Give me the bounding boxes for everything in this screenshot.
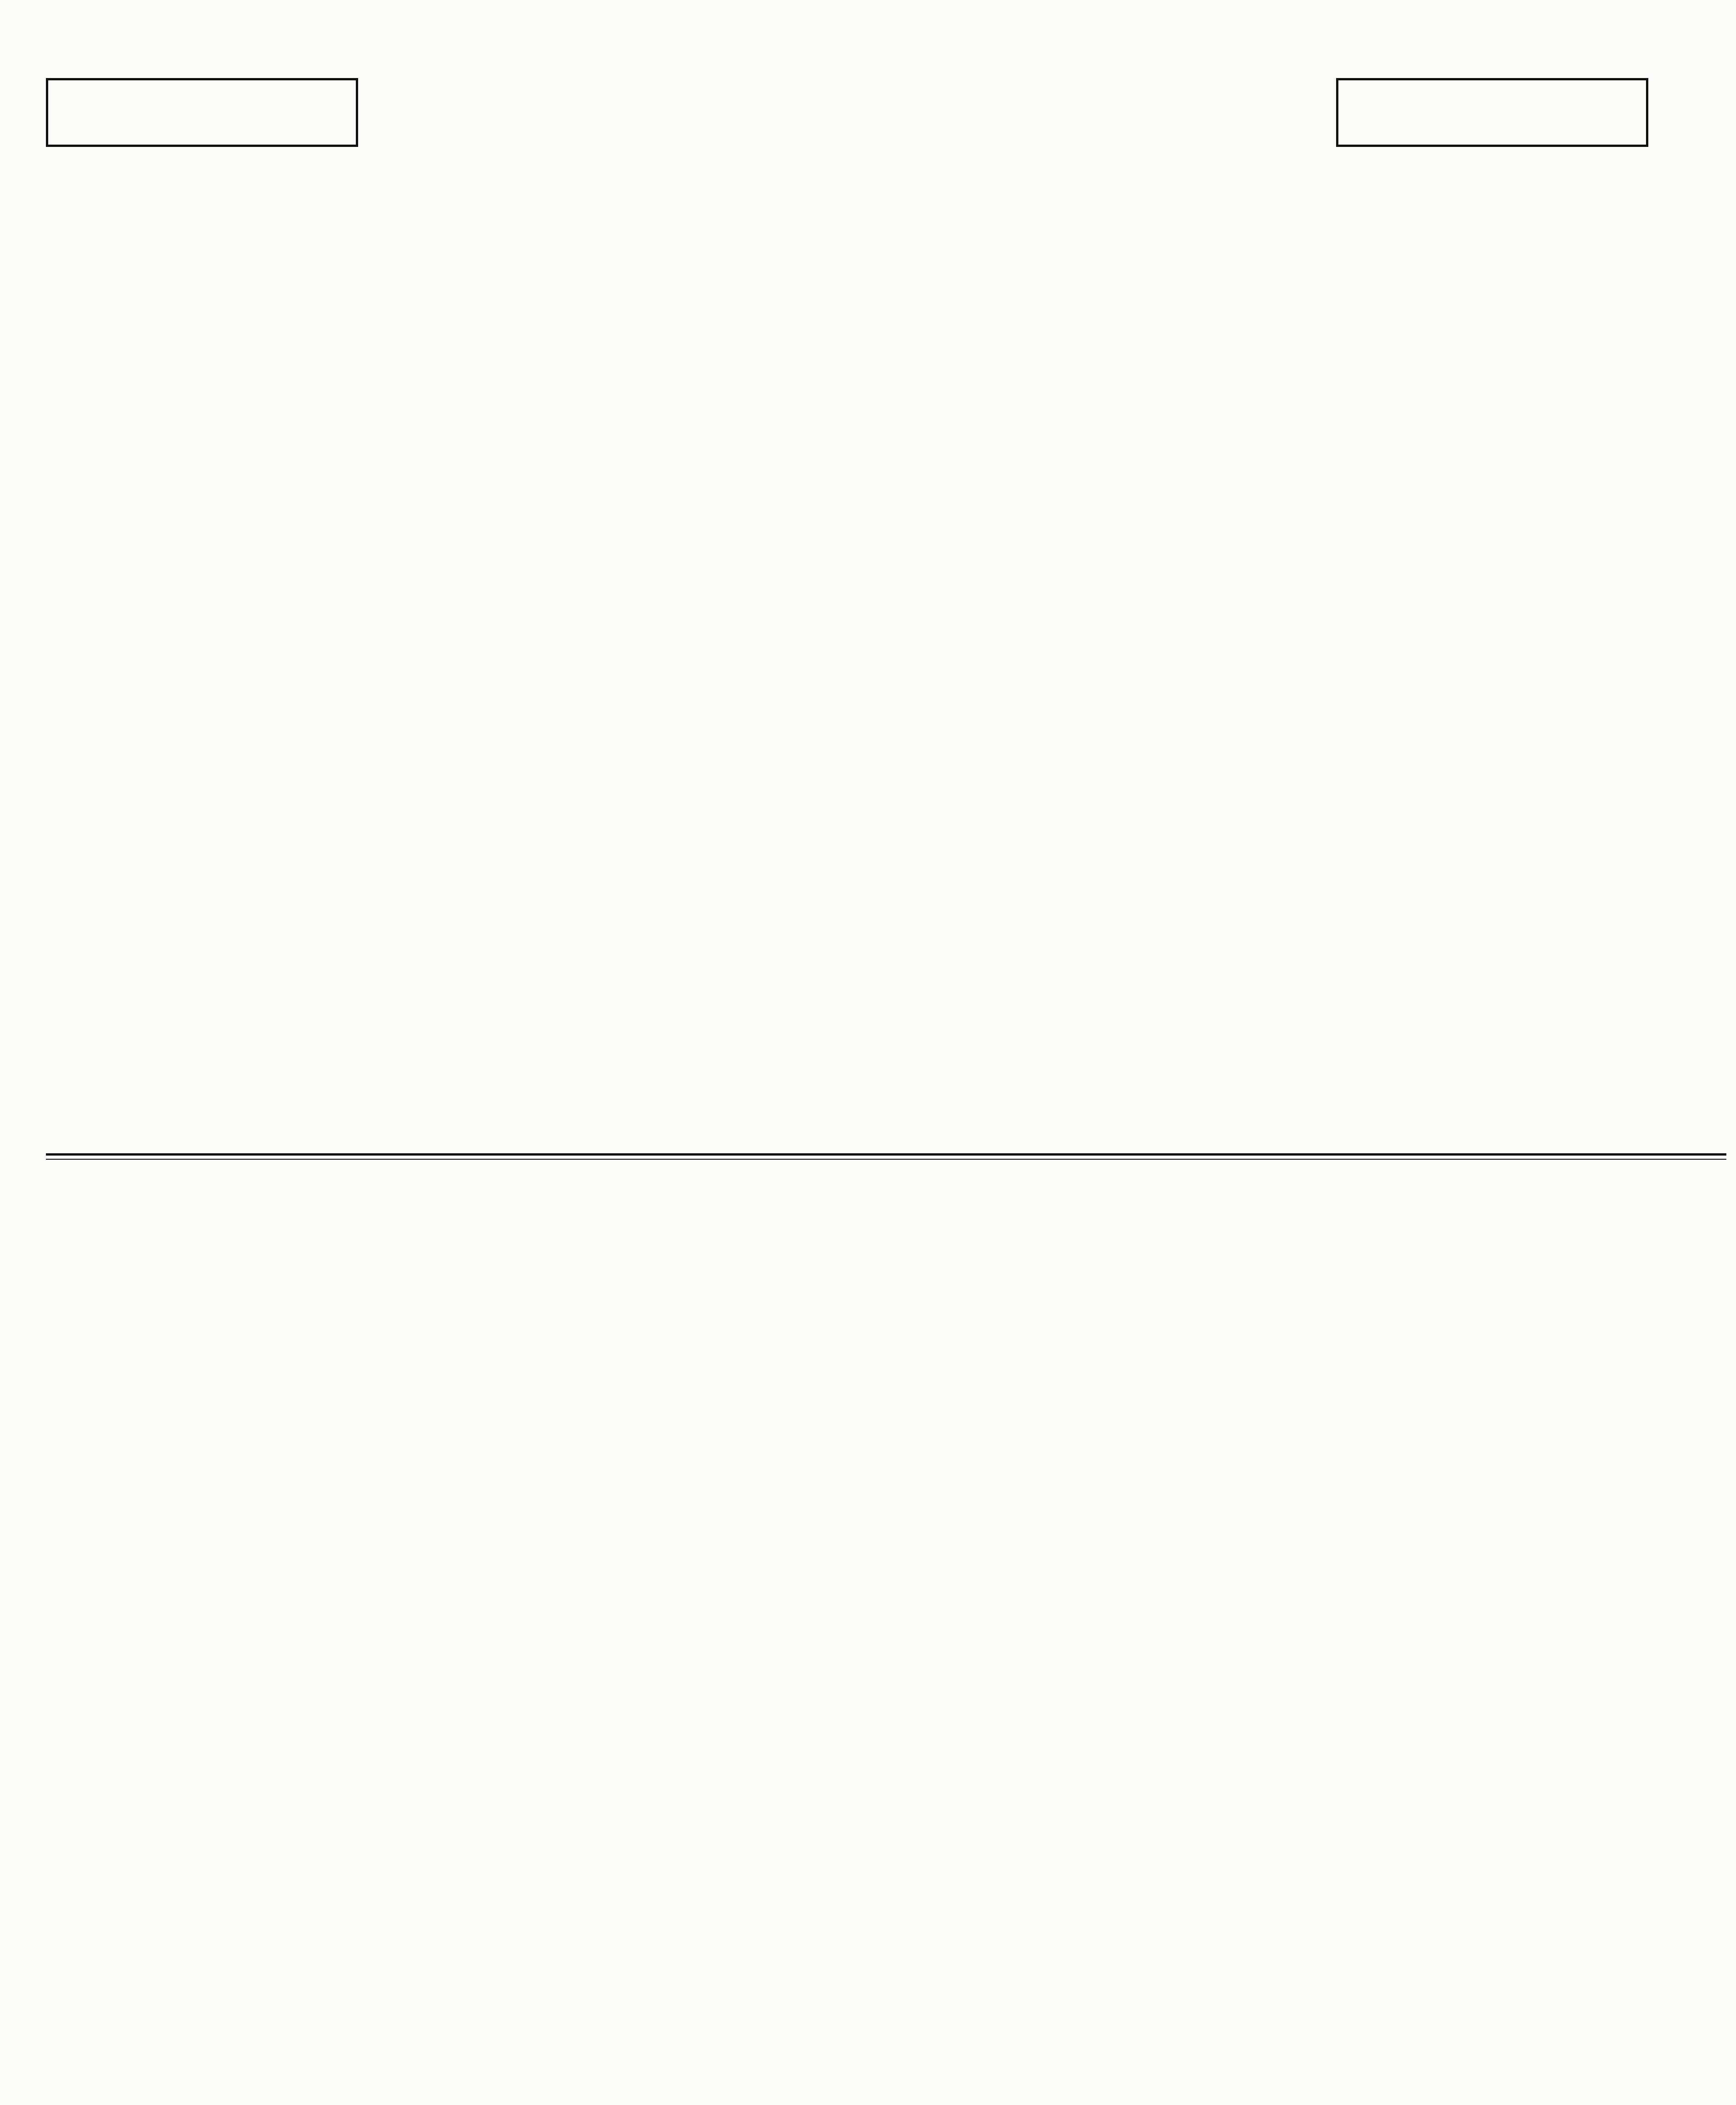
weather-forecast-box-right [1336, 78, 1648, 147]
section-divider-thin [46, 1159, 1726, 1160]
weather-forecast-box-left [46, 78, 358, 147]
section-divider [46, 1153, 1726, 1156]
